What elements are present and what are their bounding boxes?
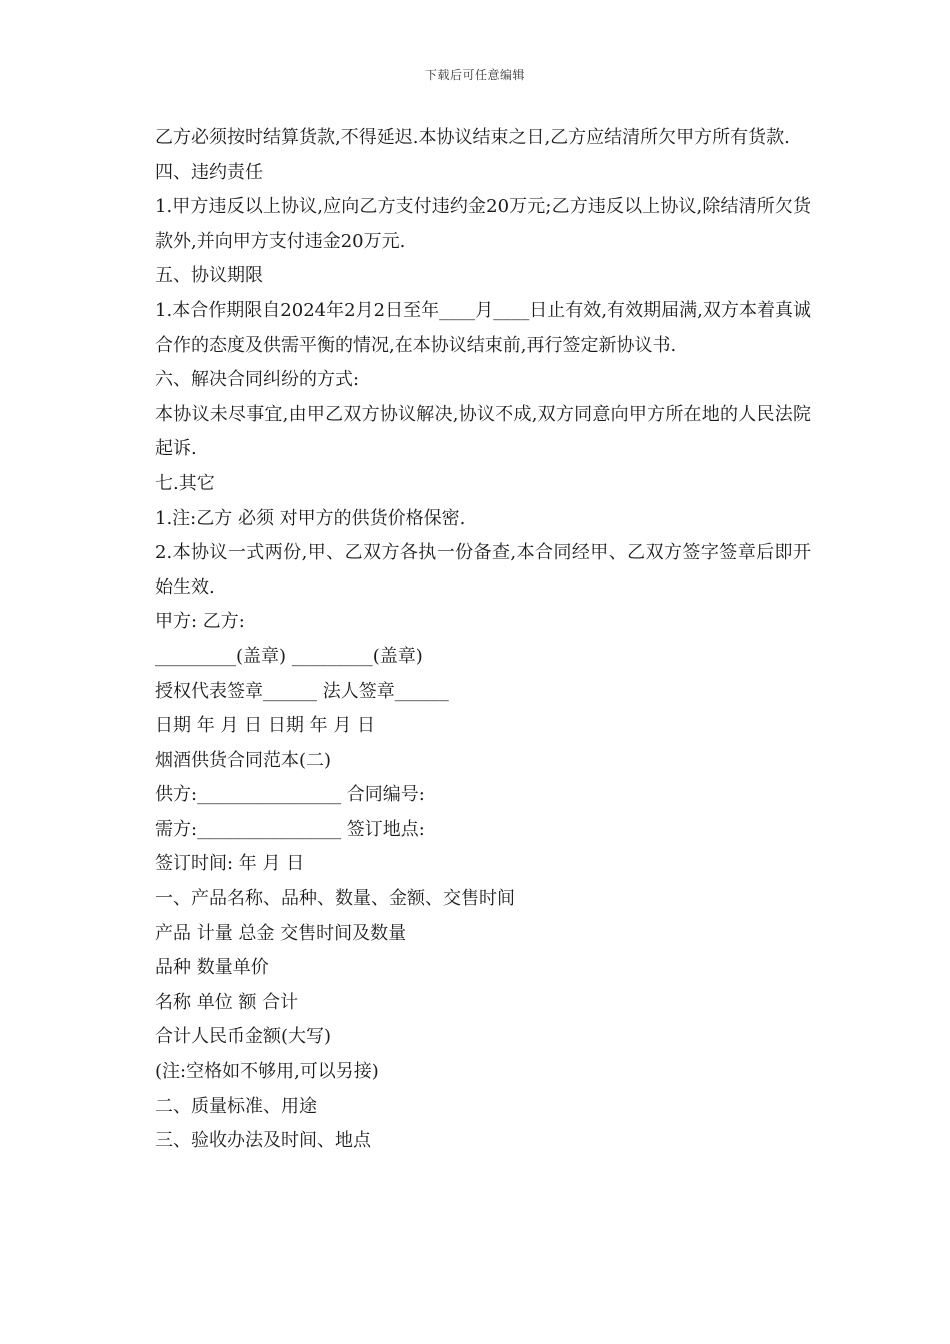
field-total-amount: 合计人民币金额(大写) [155, 1026, 332, 1048]
page-header: 下载后可任意编辑 [424, 68, 525, 82]
signature-representatives: 授权代表签章______ 法人签章______ [155, 680, 449, 702]
signature-seals: _________(盖章) _________(盖章) [155, 645, 423, 667]
section-heading-products: 一、产品名称、品种、数量、金额、交售时间 [155, 888, 515, 910]
table-header-row-1: 产品 计量 总金 交售时间及数量 [155, 922, 407, 944]
table-header-row-2: 品种 数量单价 [155, 957, 269, 979]
field-buyer: 需方:________________ 签订地点: [155, 818, 425, 840]
paragraph-confidentiality: 1.注:乙方 必须 对甲方的供货价格保密. [155, 507, 466, 529]
table-header-row-3: 名称 单位 额 合计 [155, 991, 299, 1013]
section-heading-term: 五、协议期限 [155, 265, 263, 287]
section-heading-breach: 四、违约责任 [155, 161, 263, 183]
section-heading-dispute: 六、解决合同纠纷的方式: [155, 369, 360, 391]
section-heading-other: 七.其它 [155, 472, 215, 494]
field-supplier: 供方:________________ 合同编号: [155, 784, 425, 806]
signature-parties: 甲方: 乙方: [155, 611, 245, 633]
paragraph-term: 1.本合作期限自2024年2月2日至年____月____日止有效,有效期届满,双方本着真诚合作的态度及供需平衡的情况,在本协议结束前,再行签定新协议书. [155, 299, 811, 356]
paragraph-payment-settlement: 乙方必须按时结算货款,不得延迟.本协议结束之日,乙方应结清所欠甲方所有货款. [155, 127, 790, 148]
document-title-sample-two: 烟酒供货合同范本(二) [155, 749, 332, 771]
paragraph-breach-penalty: 1.甲方违反以上协议,应向乙方支付违约金20万元;乙方违反以上协议,除结清所欠货款外,并向甲方支付违金20万元. [155, 196, 811, 252]
section-heading-quality: 二、质量标准、用途 [155, 1095, 317, 1117]
section-heading-acceptance: 三、验收办法及时间、地点 [155, 1130, 371, 1152]
paragraph-dispute: 本协议未尽事宜,由甲乙双方协议解决,协议不成,双方同意向甲方所在地的人民法院起诉. [155, 403, 811, 460]
field-signing-date: 签订时间: 年 月 日 [155, 853, 305, 875]
document-body [147, 121, 811, 1159]
paragraph-copies: 2.本协议一式两份,甲、乙双方各执一份备查,本合同经甲、乙双方签字签章后即开始生效. [155, 542, 811, 598]
signature-dates: 日期 年 月 日 日期 年 月 日 [155, 715, 376, 737]
note-extra-space: (注:空格如不够用,可以另接) [155, 1061, 379, 1083]
